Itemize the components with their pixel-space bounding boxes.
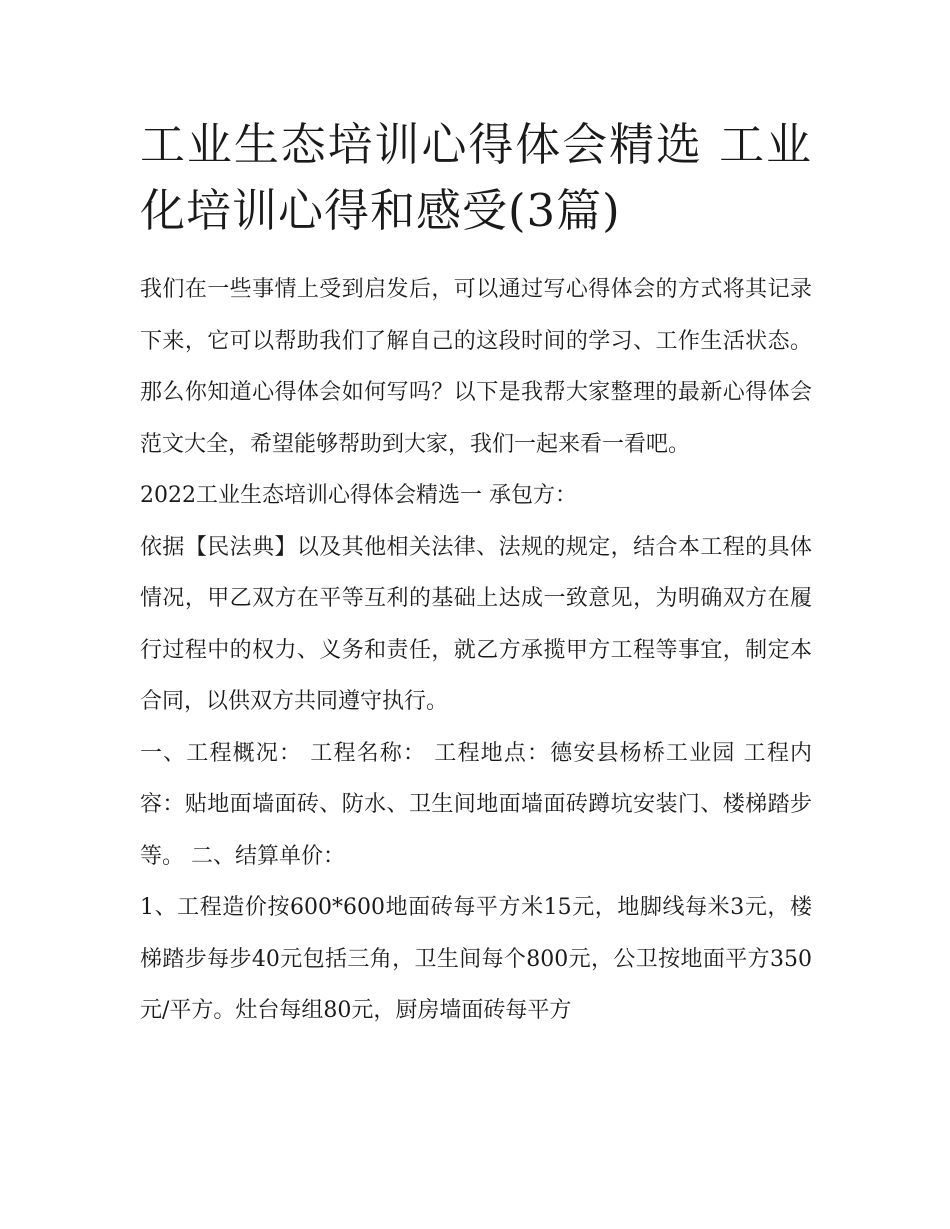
project-overview-paragraph: 一、工程概况： 工程名称： 工程地点：德安县杨桥工业园 工程内容：贴地面墙面砖、防水、卫生间地面墙面砖蹲坑安装门、楼梯踏步等。 二、结算单价： (140, 740, 812, 869)
document-title: 工业生态培训心得体会精选 工业化培训心得和感受(3篇) (140, 118, 812, 237)
pricing-paragraph: 1、工程造价按600*600地面砖每平方米15元，地脚线每米3元，楼梯踏步每步40元包括三角，卫生间每个800元，公卫按地面平方350元/平方。灶台每组80元，厨房墙面砖每平方 (140, 895, 812, 1023)
document-page (140, 112, 812, 1037)
contract-preamble-paragraph: 依据【民法典】以及其他相关法律、法规的规定，结合本工程的具体情况，甲乙双方在平等互利的基础上达成一致意见，为明确双方在履行过程中的权力、义务和责任，就乙方承揽甲方工程等事宜，制定本合同，以供双方共同遵守执行。 (140, 534, 812, 714)
section-heading: 2022工业生态培训心得体会精选一 承包方： (140, 483, 577, 508)
intro-paragraph: 我们在一些事情上受到启发后，可以通过写心得体会的方式将其记录下来，它可以帮助我们了解自己的这段时间的学习、工作生活状态。那么你知道心得体会如何写吗？以下是我帮大家整理的最新心得体会范文大全，希望能够帮助到大家，我们一起来看一看吧。 (140, 277, 812, 457)
document-body (140, 264, 812, 1037)
